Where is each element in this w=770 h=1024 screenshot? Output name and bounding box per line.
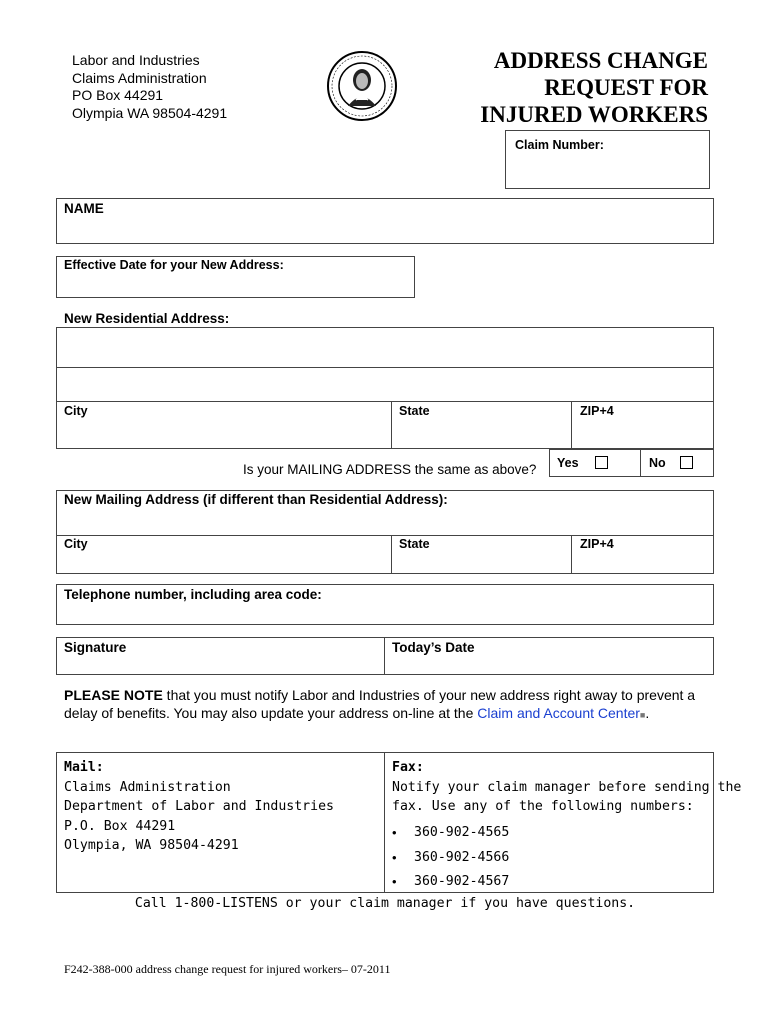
residential-zip-label: ZIP+4 bbox=[580, 404, 614, 418]
fax-section bbox=[392, 758, 741, 817]
title-line-1: ADDRESS CHANGE bbox=[493, 48, 708, 73]
contact-divider bbox=[384, 752, 385, 893]
mailing-same-question: Is your MAILING ADDRESS the same as above? bbox=[243, 462, 537, 477]
form-footer: F242-388-000 address change request for injured workers– 07-2011 bbox=[64, 962, 391, 976]
state-seal-icon bbox=[326, 50, 398, 122]
bullet-icon: • bbox=[392, 825, 397, 840]
fax-number-3: 360-902-4567 bbox=[414, 874, 510, 889]
telephone-label: Telephone number, including area code: bbox=[64, 587, 322, 602]
residential-line-1-field[interactable] bbox=[56, 327, 714, 368]
agency-address bbox=[72, 52, 227, 122]
fax-line-1: Notify your claim manager before sending the bbox=[392, 779, 742, 795]
yes-label: Yes bbox=[557, 456, 579, 470]
name-field[interactable] bbox=[56, 198, 714, 244]
claim-number-label: Claim Number: bbox=[515, 138, 604, 152]
no-checkbox[interactable] bbox=[680, 456, 693, 469]
call-line: Call 1-800-LISTENS or your claim manager if you have questions. bbox=[134, 896, 636, 911]
residential-state-label: State bbox=[399, 404, 430, 418]
bullet-icon: • bbox=[392, 874, 397, 889]
please-note-strong: PLEASE NOTE bbox=[64, 687, 163, 703]
mailing-city-field[interactable] bbox=[56, 535, 391, 574]
residential-line-2-field[interactable] bbox=[56, 367, 714, 402]
signature-label: Signature bbox=[64, 640, 127, 655]
mailing-same-divider bbox=[640, 449, 641, 477]
mailing-city-label: City bbox=[64, 537, 88, 551]
agency-line-1: Labor and Industries bbox=[72, 52, 200, 68]
fax-number-1: 360-902-4565 bbox=[414, 825, 510, 840]
fax-heading: Fax: bbox=[392, 760, 424, 775]
title-line-3: INJURED WORKERS bbox=[480, 102, 708, 127]
please-note-paragraph bbox=[64, 686, 714, 724]
yes-checkbox[interactable] bbox=[595, 456, 608, 469]
mailing-heading: New Mailing Address (if different than Residential Address): bbox=[64, 492, 448, 507]
residential-city-label: City bbox=[64, 404, 88, 418]
residential-city-field[interactable] bbox=[56, 401, 391, 449]
title-line-2: REQUEST FOR bbox=[544, 75, 708, 100]
mail-line-1: Claims Administration bbox=[64, 779, 231, 795]
lock-icon: ■ bbox=[639, 710, 646, 720]
fax-number-2: 360-902-4566 bbox=[414, 850, 510, 865]
note-text-1: that you must notify Labor and Industries of your new address right away to prevent a delay of benefits. You may also update your address on-line at the bbox=[64, 687, 696, 721]
mailing-state-label: State bbox=[399, 537, 430, 551]
mail-line-3: P.O. Box 44291 bbox=[64, 818, 176, 834]
claim-account-center-link[interactable]: Claim and Account Center bbox=[477, 705, 640, 721]
agency-line-4: Olympia WA 98504-4291 bbox=[72, 104, 228, 121]
agency-line-3: PO Box 44291 bbox=[72, 87, 164, 103]
residential-heading: New Residential Address: bbox=[64, 311, 230, 326]
fax-line-2: fax. Use any of the following numbers: bbox=[392, 799, 694, 814]
agency-line-2: Claims Administration bbox=[72, 69, 207, 86]
mail-line-4: Olympia, WA 98504-4291 bbox=[64, 838, 239, 853]
mailing-zip-label: ZIP+4 bbox=[580, 537, 614, 551]
bullet-icon: • bbox=[392, 850, 397, 865]
todays-date-label: Today’s Date bbox=[392, 640, 475, 655]
mail-line-2: Department of Labor and Industries bbox=[64, 799, 334, 814]
mail-heading: Mail: bbox=[64, 760, 104, 775]
form-title bbox=[408, 47, 708, 128]
no-label: No bbox=[649, 456, 666, 470]
effective-date-label: Effective Date for your New Address: bbox=[64, 258, 284, 272]
name-label: NAME bbox=[64, 201, 104, 216]
note-text-2: . bbox=[645, 705, 650, 721]
mail-section bbox=[64, 758, 334, 856]
